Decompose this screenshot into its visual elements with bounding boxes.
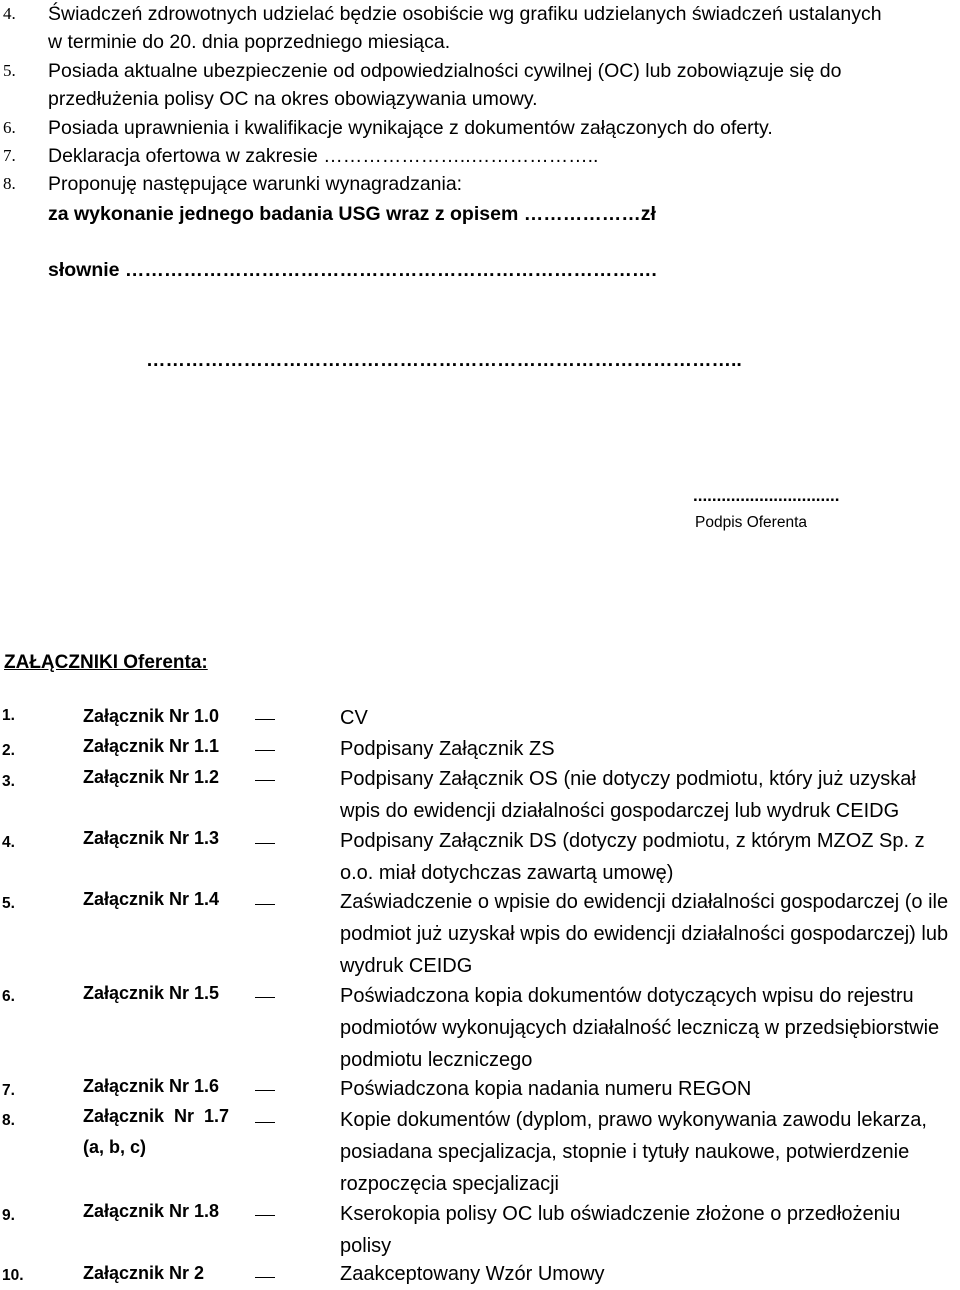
condition-item-7 [0,142,950,170]
attachment-description-line: CV [340,707,368,729]
attachment-description [340,886,958,982]
attachment-name: Załącznik Nr 1.2 [83,767,220,787]
condition-number: 8. [3,174,16,193]
attachment-description-line: Podpisany Załącznik ZS [340,738,555,760]
attachment-number: 8. [2,1112,15,1129]
condition-text-line: Posiada aktualne ubezpieczenie od odpowiedzialności cywilnej (OC) lub zobowiązuje się do [48,60,842,82]
condition-text-line: w terminie do 20. dnia poprzedniego miesiąca. [48,31,451,53]
dash-separator [255,843,275,844]
attachment-name: Załącznik Nr 1.6 [83,1076,220,1096]
attachment-description [340,1258,958,1290]
attachment-name: Załącznik Nr 1.4 [83,889,220,909]
condition-text-line: Proponuję następujące warunki wynagradzania: [48,173,463,195]
attachment-description-line: wpis do ewidencji działalności gospodarczej lub wydruk CEIDG [340,800,900,822]
dash-separator [255,1122,275,1123]
dash-separator [255,904,275,905]
attachment-description-line: wydruk CEIDG [340,955,473,977]
attachment-name: Załącznik Nr 1.5 [83,983,220,1003]
attachment-name: Załącznik Nr 1.1 [83,736,220,756]
attachment-description-line: Kserokopia polisy OC lub oświadczenie złożone o przedłożeniu [340,1203,901,1225]
attachment-description-line: Zaświadczenie o wpisie do ewidencji działalności gospodarczej (o ile [340,891,949,913]
attachment-number: 10. [2,1267,24,1284]
condition-number: 4. [3,4,16,23]
condition-item-8 [0,170,950,198]
condition-number: 6. [3,118,16,137]
attachment-description-line: podmiotów wykonujących działalność leczniczą w przedsiębiorstwie [340,1017,940,1039]
attachment-name: Załącznik Nr 2 [83,1263,205,1283]
attachment-name: Załącznik Nr 1.0 [83,706,220,726]
attachment-description-line: Podpisany Załącznik DS (dotyczy podmiotu, z którym MZOZ Sp. z [340,830,925,852]
attachment-number: 2. [2,742,15,759]
condition-text-line: Świadczeń zdrowotnych udzielać będzie osobiście wg grafiku udzielanych świadczeń ustalanych [48,3,882,25]
attachment-description-line: Poświadczona kopia dokumentów dotyczących wpisu do rejestru [340,985,914,1007]
attachment-name: Załącznik Nr 1.3 [83,828,220,848]
attachment-description [340,980,958,1076]
dash-separator [255,780,275,781]
attachment-description-line: podmiotu leczniczego [340,1049,533,1071]
amount-in-words-continuation: ……………………………………………………………………………….. [146,349,742,371]
attachment-description [340,825,958,889]
attachments-heading: ZAŁĄCZNIKI Oferenta: [4,652,208,673]
attachment-description-line: rozpoczęcia specjalizacji [340,1173,559,1195]
attachment-description-line: o.o. miał dotychczas zawartą umowę) [340,862,674,884]
dash-separator [255,750,275,751]
dash-separator [255,997,275,998]
dash-separator [255,719,275,720]
condition-text-line: przedłużenia polisy OC na okres obowiązywania umowy. [48,88,538,110]
attachment-description [340,702,958,734]
attachment-description [340,1198,958,1262]
attachment-description-line: Kopie dokumentów (dyplom, prawo wykonywania zawodu lekarza, [340,1109,927,1131]
attachment-description [340,1104,958,1200]
attachment-number: 4. [2,834,15,851]
attachment-description [340,1073,958,1105]
condition-item-6 [0,114,950,142]
attachment-description-line: Podpisany Załącznik OS (nie dotyczy podmiotu, który już uzyskał [340,768,916,790]
condition-item-4 [0,0,950,56]
attachment-number: 9. [2,1207,15,1224]
condition-text-line: Posiada uprawnienia i kwalifikacje wynikające z dokumentów załączonych do oferty. [48,117,773,139]
attachment-number: 6. [2,988,15,1005]
attachment-description-line: polisy [340,1235,392,1257]
attachment-number: 5. [2,895,15,912]
attachment-description [340,733,958,765]
attachment-name: Załącznik Nr 1.8 [83,1201,220,1221]
dash-separator [255,1215,275,1216]
dash-separator [255,1277,275,1278]
attachment-name-suffix: (a, b, c) [83,1137,147,1157]
remuneration-line: za wykonanie jednego badania USG wraz z opisem ………………zł [48,203,656,225]
signature-label: Podpis Oferenta [695,514,808,531]
attachment-number: 3. [2,773,15,790]
signature-dotted-line: ............................... [693,486,840,505]
condition-item-5 [0,57,950,113]
amount-in-words-line: słownie ………………………………………………………………………. [48,259,657,281]
condition-number: 7. [3,146,16,165]
attachment-number: 7. [2,1082,15,1099]
condition-number: 5. [3,61,16,80]
attachment-name: Załącznik Nr 1.7 [83,1106,230,1126]
attachment-description-line: Zaakceptowany Wzór Umowy [340,1263,605,1285]
dash-separator [255,1090,275,1091]
condition-text-line: Deklaracja ofertowa w zakresie …………………..……………….. [48,145,599,167]
attachment-number: 1. [2,707,15,724]
attachment-description-line: Poświadczona kopia nadania numeru REGON [340,1078,752,1100]
attachment-description-line: posiadana specjalizacja, stopnie i tytuły naukowe, potwierdzenie [340,1141,910,1163]
attachment-description [340,763,958,827]
attachment-description-line: podmiot już uzyskał wpis do ewidencji działalności gospodarczej) lub [340,923,949,945]
